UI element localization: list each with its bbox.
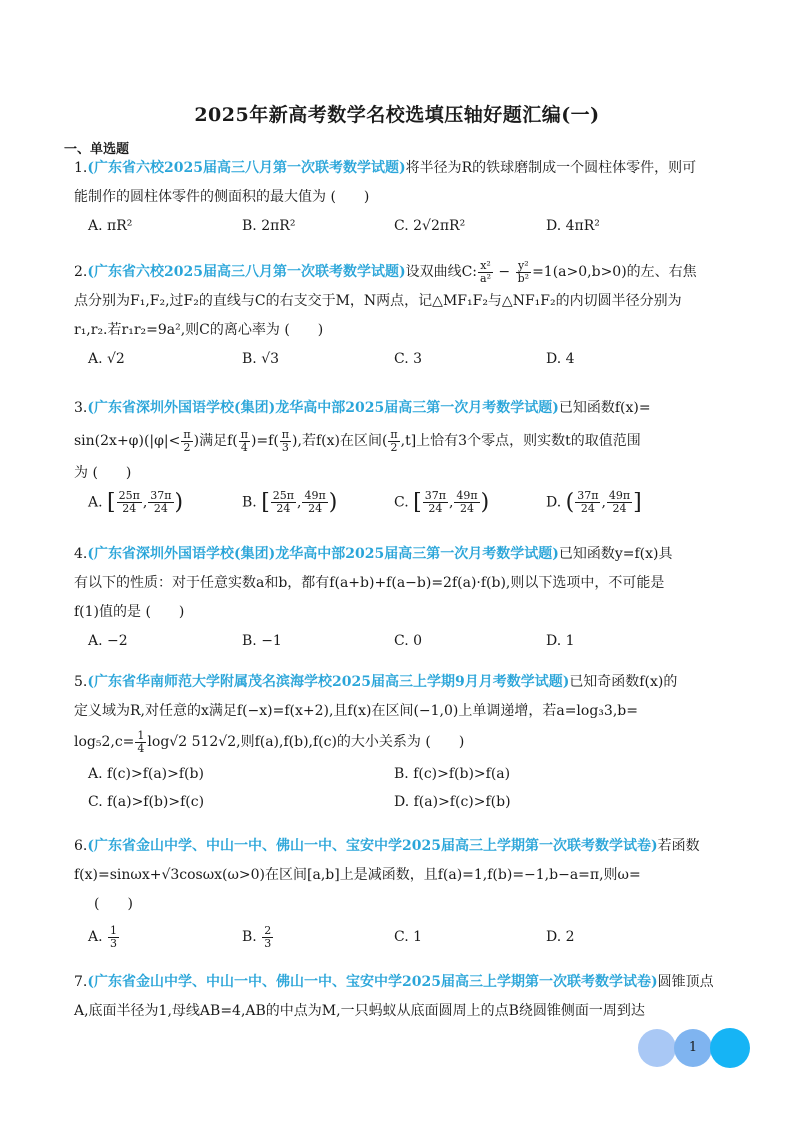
option-label: A.: [88, 929, 103, 945]
fraction: [271, 490, 296, 515]
option-b: B. 2πR²: [242, 218, 296, 234]
numerator: 37π: [424, 489, 446, 502]
question-text: ,t]上恰有3个零点，则实数t的取值范围: [400, 433, 641, 449]
question-text: )=f(: [250, 433, 279, 449]
option-c: C. 1: [394, 929, 423, 945]
numerator: 25π: [118, 489, 140, 502]
option-d: D. 4: [546, 351, 575, 367]
numerator: 2: [264, 923, 272, 937]
question-number: 2.: [74, 264, 88, 280]
option-d: D. f(a)>f(c)>f(b): [394, 794, 511, 810]
denominator: 24: [460, 502, 475, 515]
numerator: π: [240, 427, 248, 441]
options: [74, 488, 734, 524]
option-c: C. 2√2πR²: [394, 218, 466, 234]
question-number: 5.: [74, 674, 88, 690]
denominator: 24: [428, 502, 443, 515]
question-text: 定义域为R,对任意的x满足f(−x)=f(x+2),且f(x)在区间(−1,0)上单调递增，若a=log₃3,b=: [74, 703, 638, 719]
options: [74, 923, 734, 959]
option-label: A.: [88, 494, 103, 511]
question-text: r₁,r₂.若r₁r₂=9a²,则C的离心率为 ( ): [74, 322, 324, 338]
numerator: 49π: [456, 489, 478, 502]
fraction: [135, 730, 146, 755]
denominator: 2: [183, 440, 191, 454]
question-text: 点分别为F₁,F₂,过F₂的直线与C的右支交于M，N两点，记△MF₁F₂与△NF₁F₂的内切圆半径分别为: [74, 293, 682, 309]
option-a: A. √2: [88, 351, 125, 367]
denominator: 4: [240, 440, 248, 454]
question-text: 已知函数f(x)=: [558, 400, 651, 416]
question-text: A,底面半径为1,母线AB=4,AB的中点为M,一只蚂蚁从底面圆周上的点B绕圆锥侧面一周到达: [74, 1003, 645, 1019]
question-text: log√2 512√2,则f(a),f(b),f(c)的大小关系为 ( ): [147, 734, 465, 750]
denominator: 24: [612, 502, 627, 515]
denominator: 24: [308, 502, 323, 515]
question-text: ( ): [94, 896, 133, 912]
fraction: [108, 925, 119, 950]
fraction: [454, 490, 479, 515]
question-source: (广东省六校2025届高三八月第一次联考数学试题): [87, 264, 406, 280]
question-text: 已知函数y=f(x)具: [558, 546, 673, 562]
fraction: [262, 925, 273, 950]
option-c: C. [ $\frac{37\pi}{24}$ , $\frac{49\pi}{24}$ ): [394, 489, 490, 515]
fraction: [607, 490, 632, 515]
page-title: 2025年新高考数学名校选填压轴好题汇编(一): [194, 104, 600, 126]
denominator: a²: [480, 271, 491, 285]
question-4: [74, 540, 734, 655]
question-text: =1(a>0,b>0)的左、右焦: [532, 264, 697, 280]
denominator: 24: [122, 502, 137, 515]
denominator: 4: [137, 741, 145, 755]
fraction: [280, 429, 291, 454]
numerator: 49π: [304, 489, 326, 502]
denominator: 24: [276, 502, 291, 515]
denominator: 24: [580, 502, 595, 515]
fraction: [117, 490, 142, 515]
question-text: 圆锥顶点: [657, 974, 714, 990]
fraction: [575, 490, 600, 515]
option-c: C. 0: [394, 633, 423, 649]
option-b: [242, 923, 274, 952]
question-7: [74, 968, 734, 1026]
fraction: [516, 260, 531, 285]
numerator: 1: [110, 923, 118, 937]
question-text: 设双曲线C:: [405, 264, 478, 280]
fraction: [239, 429, 250, 454]
question-text: 能制作的圆柱体零件的侧面积的最大值为 ( ): [74, 189, 370, 205]
option-c: C. f(a)>f(b)>f(c): [88, 794, 205, 810]
question-text: f(1)值的是 ( ): [74, 604, 185, 620]
question-source: (广东省金山中学、中山一中、佛山一中、宝安中学2025届高三上学期第一次联考数学试卷): [87, 974, 658, 990]
question-number: 7.: [74, 974, 88, 990]
options-row-1: [74, 760, 734, 788]
denominator: 3: [110, 936, 118, 950]
option-b: B. −1: [242, 633, 282, 649]
question-text: 已知奇函数f(x)的: [569, 674, 678, 690]
question-text: f(x)=sinωx+√3cosωx(ω>0)在区间[a,b]上是减函数，且f(a)=1,f(b)=−1,b−a=π,则ω=: [74, 867, 641, 883]
option-b: B. [ $\frac{25\pi}{24}$ , $\frac{49\pi}{24}$ ): [242, 489, 338, 515]
operator: −: [493, 264, 515, 280]
options: [74, 345, 734, 373]
fraction: [423, 490, 448, 515]
question-text: sin(2x+φ)(|φ|<: [74, 433, 181, 449]
question-5: [74, 668, 734, 816]
numerator: π: [281, 427, 290, 441]
question-6: [74, 832, 734, 959]
numerator: 37π: [577, 489, 599, 502]
options-row-2: [74, 788, 734, 816]
question-number: 6.: [74, 838, 88, 854]
question-number: 1.: [74, 160, 88, 176]
fraction: [181, 429, 192, 454]
numerator: 25π: [272, 489, 295, 502]
options: [74, 627, 734, 655]
question-text: 若函数: [657, 838, 700, 854]
numerator: 1: [137, 728, 145, 742]
page-number: 1: [688, 1040, 698, 1055]
denominator: b²: [517, 271, 530, 285]
section-heading: 一、单选题: [64, 142, 130, 157]
fraction: [478, 260, 493, 285]
option-label: C.: [394, 494, 409, 511]
option-b: B. √3: [242, 351, 280, 367]
numerator: π: [183, 427, 191, 441]
option-d: D. 2: [546, 929, 575, 945]
denominator: 3: [281, 440, 289, 454]
option-a: [88, 923, 120, 952]
option-a: A. f(c)>f(a)>f(b): [88, 766, 204, 782]
denominator: 2: [390, 440, 398, 454]
option-d: D. ( $\frac{37\pi}{24}$ , $\frac{49\pi}{24}$ ]: [546, 489, 642, 515]
option-c: C. 3: [394, 351, 423, 367]
numerator: x²: [478, 260, 493, 273]
question-3: [74, 394, 734, 524]
question-number: 4.: [74, 546, 88, 562]
question-source: (广东省深圳外国语学校(集团)龙华高中部2025届高三第一次月考数学试题): [87, 546, 559, 562]
fraction: [388, 429, 399, 454]
option-d: D. 1: [546, 633, 575, 649]
page-number-badge: [638, 1028, 752, 1068]
option-a: A. −2: [88, 633, 128, 649]
denominator: 24: [153, 502, 168, 515]
denominator: 3: [264, 936, 272, 950]
question-text: log₅2,c=: [74, 734, 135, 750]
option-a: A. [ $\frac{25\pi}{24}$ , $\frac{37\pi}{24}$ ): [88, 489, 184, 515]
option-label: D.: [546, 494, 562, 511]
question-2: [74, 258, 734, 373]
question-text: 为 ( ): [74, 465, 132, 481]
question-text: )满足f(: [193, 433, 238, 449]
option-label: B.: [242, 929, 257, 945]
numerator: 49π: [608, 489, 631, 502]
numerator: π: [390, 427, 398, 441]
decor-circle: [638, 1029, 676, 1067]
option-d: D. 4πR²: [546, 218, 600, 234]
fraction: [148, 490, 173, 515]
option-label: B.: [242, 494, 257, 511]
question-text: ),若f(x)在区间(: [292, 433, 388, 449]
decor-circle: [710, 1028, 750, 1068]
question-text: 将半径为R的铁球磨制成一个圆柱体零件，则可: [405, 160, 697, 176]
question-text: 有以下的性质：对于任意实数a和b，都有f(a+b)+f(a−b)=2f(a)·f(b),则以下选项中，不可能是: [74, 575, 665, 591]
question-source: (广东省华南师范大学附属茂名滨海学校2025届高三上学期9月月考数学试题): [87, 674, 570, 690]
question-source: (广东省深圳外国语学校(集团)龙华高中部2025届高三第一次月考数学试题): [87, 400, 559, 416]
option-a: A. πR²: [88, 218, 133, 234]
options: [74, 212, 734, 240]
option-b: B. f(c)>f(b)>f(a): [394, 766, 511, 782]
numerator: 37π: [150, 489, 172, 502]
question-1: [74, 154, 734, 240]
numerator: y²: [516, 260, 531, 273]
question-source: (广东省六校2025届高三八月第一次联考数学试题): [87, 160, 406, 176]
question-source: (广东省金山中学、中山一中、佛山一中、宝安中学2025届高三上学期第一次联考数学试卷): [87, 838, 658, 854]
question-number: 3.: [74, 400, 88, 416]
fraction: [302, 490, 327, 515]
